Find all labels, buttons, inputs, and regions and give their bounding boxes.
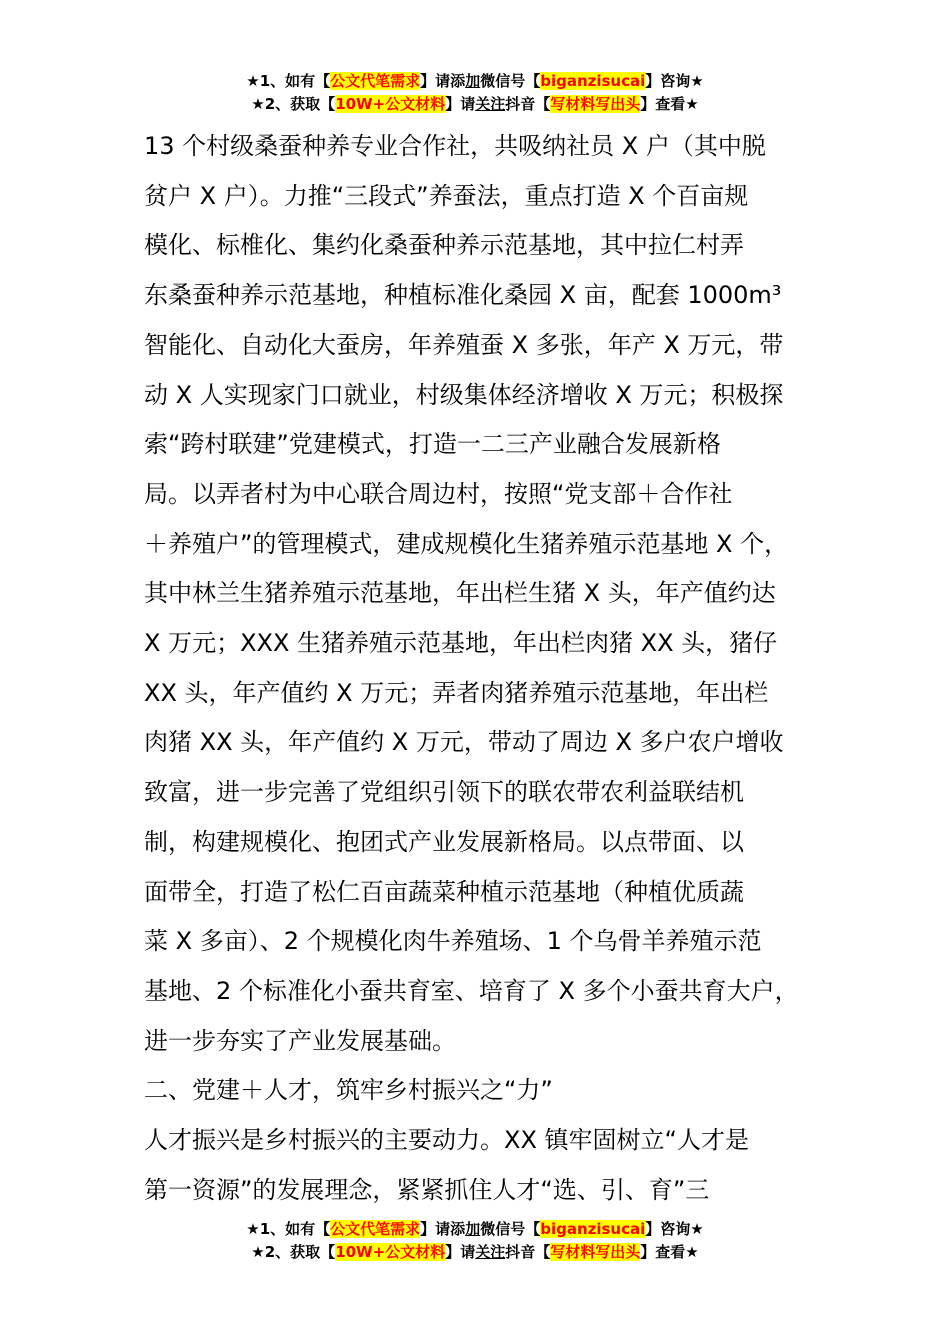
section-heading: 二、党建＋人才，筑牢乡村振兴之“力” bbox=[144, 1076, 553, 1105]
promo-highlight: biganzisucai bbox=[540, 1220, 646, 1238]
text-line: X 万元；XXX 生猪养殖示范基地，年出栏肉猪 XX 头，猪仔 bbox=[144, 629, 778, 658]
text-line: 贫户 X 户）。力推“三段式”养蚕法，重点打造 X 个百亩规 bbox=[144, 181, 749, 210]
footer-promo-banner bbox=[0, 1218, 950, 1264]
text-line: ＋养殖户”的管理模式，建成规模化生猪养殖示范基地 X 个， bbox=[144, 529, 789, 558]
promo-highlight: biganzisucai bbox=[540, 72, 646, 90]
text-line: 肉猪 XX 头，年产值约 X 万元，带动了周边 X 多户农户增收 bbox=[144, 728, 784, 757]
text-line: 13 个村级桑蚕种养专业合作社，共吸纳社员 X 户（其中脱 bbox=[144, 132, 766, 160]
text-line: 菜 X 多亩）、2 个规模化肉牛养殖场、1 个乌骨羊养殖示范 bbox=[144, 927, 762, 956]
text-line: 东桑蚕种养示范基地，种植标准化桑园 X 亩，配套 1000m³ bbox=[144, 281, 782, 310]
text-line: 第一资源”的发展理念，紧紧抓住人才“选、引、育”三 bbox=[144, 1175, 710, 1204]
text-line: 智能化、自动化大蚕房，年养殖蚕 X 多张，年产 X 万元，带 bbox=[144, 330, 784, 359]
promo-highlight: 写材料写出头 bbox=[550, 95, 641, 113]
text-line: 制，构建规模化、抱团式产业发展新格局。以点带面、以 bbox=[144, 827, 744, 856]
promo-highlight: 写材料写出头 bbox=[550, 1243, 641, 1261]
promo-line-2: ★2、获取【10W+公文材料】请关注抖音【写材料写出头】查看★ bbox=[251, 1243, 699, 1261]
promo-highlight: 公文代笔需求 bbox=[330, 72, 421, 90]
text-line: 面带全，打造了松仁百亩蔬菜种植示范基地（种植优质蔬 bbox=[144, 877, 744, 906]
promo-line-1: ★1、如有【公文代笔需求】请添加微信号【biganzisucai】咨询★ bbox=[246, 72, 704, 90]
text-line: 动 X 人实现家门口就业，村级集体经济增收 X 万元；积极探 bbox=[144, 380, 784, 409]
promo-highlight: 10W+公文材料 bbox=[335, 1243, 446, 1261]
promo-highlight: 公文代笔需求 bbox=[330, 1220, 421, 1238]
text-line: 模化、标椎化、集约化桑蚕种养示范基地，其中拉仁村弄 bbox=[144, 231, 744, 260]
text-line: 基地、2 个标准化小蚕共育室、培育了 X 多个小蚕共育大户， bbox=[144, 976, 799, 1005]
document-body bbox=[144, 122, 824, 1215]
text-line: 索“跨村联建”党建模式，打造一二三产业融合发展新格 bbox=[144, 430, 721, 459]
text-line: 其中林兰生猪养殖示范基地，年出栏生猪 X 头，年产值约达 bbox=[144, 579, 776, 608]
promo-line-1: ★1、如有【公文代笔需求】请添加微信号【biganzisucai】咨询★ bbox=[246, 1220, 704, 1238]
text-line: 人才振兴是乡村振兴的主要动力。XX 镇牢固树立“人才是 bbox=[144, 1126, 749, 1155]
text-line: 局。以弄者村为中心联合周边村，按照“党支部＋合作社 bbox=[144, 479, 733, 508]
text-line: 进一步夯实了产业发展基础。 bbox=[144, 1026, 456, 1055]
promo-line-2: ★2、获取【10W+公文材料】请关注抖音【写材料写出头】查看★ bbox=[251, 95, 699, 113]
text-line: 致富，进一步完善了党组织引领下的联农带农利益联结机 bbox=[144, 778, 744, 807]
header-promo-banner bbox=[0, 70, 950, 116]
promo-highlight: 10W+公文材料 bbox=[335, 95, 446, 113]
text-line: XX 头，年产值约 X 万元；弄者肉猪养殖示范基地，年出栏 bbox=[144, 678, 769, 707]
